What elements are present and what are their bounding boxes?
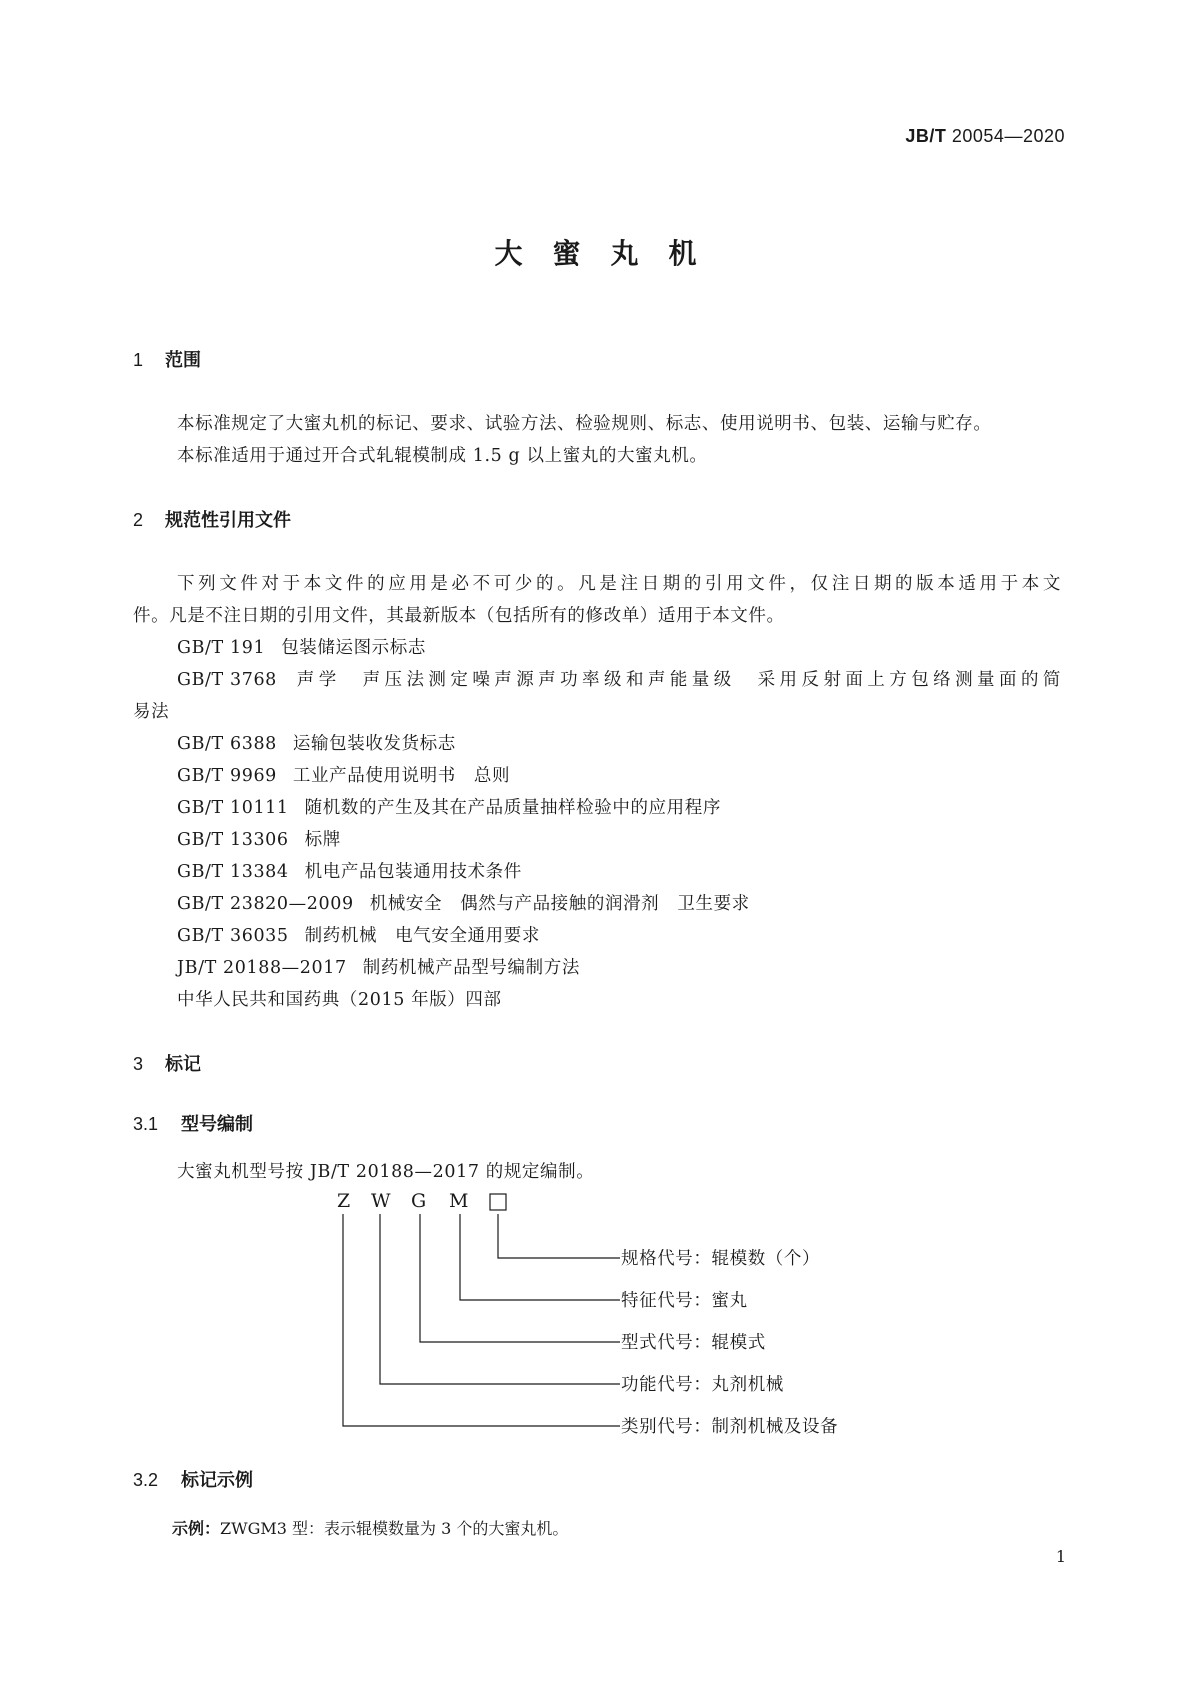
standard-code: 20054—2020 (951, 126, 1065, 146)
reference-title: 机械安全 偶然与产品接触的润滑剂 卫生要求 (369, 894, 750, 914)
section-title: 标记 (165, 1054, 201, 1075)
reference-code: GB/T 13306 (177, 830, 289, 850)
section-number: 3.2 (133, 1470, 159, 1490)
reference-code: JB/T 20188—2017 (177, 958, 347, 978)
reference-code: GB/T 6388 (177, 734, 277, 754)
reference-title: 包装储运图示标志 (281, 638, 426, 658)
example-label: 示例： (172, 1519, 221, 1538)
leader-line-function (380, 1214, 620, 1384)
section-2-intro-line-2: 件。凡是不注日期的引用文件，其最新版本（包括所有的修改单）适用于本文件。 (133, 606, 785, 626)
legend-function-code: 功能代号：丸剂机械 (621, 1375, 784, 1395)
standard-prefix: JB/T (905, 126, 947, 146)
section-number: 3 (133, 1054, 144, 1074)
section-number: 2 (133, 510, 144, 530)
section-3-2-heading (133, 1466, 253, 1492)
reference-continuation: 易法 (133, 702, 170, 722)
model-spec-box (490, 1194, 506, 1210)
reference-title: 标牌 (304, 830, 341, 850)
model-rule-text: 大蜜丸机型号按 JB/T 20188—2017 的规定编制。 (177, 1162, 595, 1182)
reference-title: 机电产品包装通用技术条件 (304, 862, 522, 882)
document-title: 大蜜丸机 (494, 237, 727, 270)
reference-code: GB/T 10111 (177, 798, 289, 818)
section-title: 标记示例 (181, 1470, 253, 1491)
section-title: 型号编制 (181, 1114, 253, 1135)
leader-line-category (343, 1214, 620, 1426)
model-letter-g: G (411, 1190, 427, 1212)
reference-code: GB/T 36035 (177, 926, 289, 946)
section-title: 规范性引用文件 (165, 510, 291, 531)
example-text: ZWGM3 型：表示辊模数量为 3 个的大蜜丸机。 (220, 1519, 569, 1538)
legend-category-code: 类别代号：制剂机械及设备 (621, 1417, 839, 1437)
section-title: 范围 (165, 350, 201, 371)
section-1-paragraph-1: 本标准规定了大蜜丸机的标记、要求、试验方法、检验规则、标志、使用说明书、包装、运输与贮存。 (177, 414, 992, 434)
legend-spec-code: 规格代号：辊模数（个） (621, 1249, 821, 1269)
leader-line-feature (460, 1214, 620, 1300)
reference-code: GB/T 9969 (177, 766, 277, 786)
reference-title: 制药机械 电气安全通用要求 (304, 926, 540, 946)
section-number: 3.1 (133, 1114, 159, 1134)
model-letter-z: Z (337, 1190, 351, 1212)
reference-code: GB/T 191 (177, 638, 266, 658)
model-letter-w: W (371, 1190, 391, 1212)
reference-code: GB/T 13384 (177, 862, 289, 882)
page-number: 1 (1055, 1547, 1066, 1566)
reference-code: GB/T 23820—2009 (177, 894, 354, 914)
legend-type-code: 型式代号：辊模式 (621, 1333, 766, 1353)
legend-feature-code: 特征代号：蜜丸 (621, 1291, 748, 1311)
reference-title: 运输包装收发货标志 (292, 734, 456, 754)
section-number: 1 (133, 350, 144, 370)
reference-item-pharmacopoeia: 中华人民共和国药典（2015 年版）四部 (177, 990, 502, 1010)
reference-title: 声学 声压法测定噪声源声功率级和声能量级 采用反射面上方包络测量面的简 (292, 670, 1061, 690)
reference-title: 随机数的产生及其在产品质量抽样检验中的应用程序 (304, 798, 721, 818)
reference-title: 制药机械产品型号编制方法 (362, 958, 580, 978)
leader-line-type (420, 1214, 620, 1342)
model-letter-m: M (449, 1190, 469, 1212)
section-2-intro-line-1: 下列文件对于本文件的应用是必不可少的。凡是注日期的引用文件，仅注日期的版本适用于本文 (177, 574, 1061, 594)
reference-title: 工业产品使用说明书 总则 (292, 766, 511, 786)
marking-example (172, 1516, 568, 1539)
leader-line-spec (498, 1214, 620, 1258)
section-1-paragraph-2: 本标准适用于通过开合式轧辊模制成 1.5 g 以上蜜丸的大蜜丸机。 (177, 446, 708, 466)
reference-code: GB/T 3768 (177, 670, 277, 690)
